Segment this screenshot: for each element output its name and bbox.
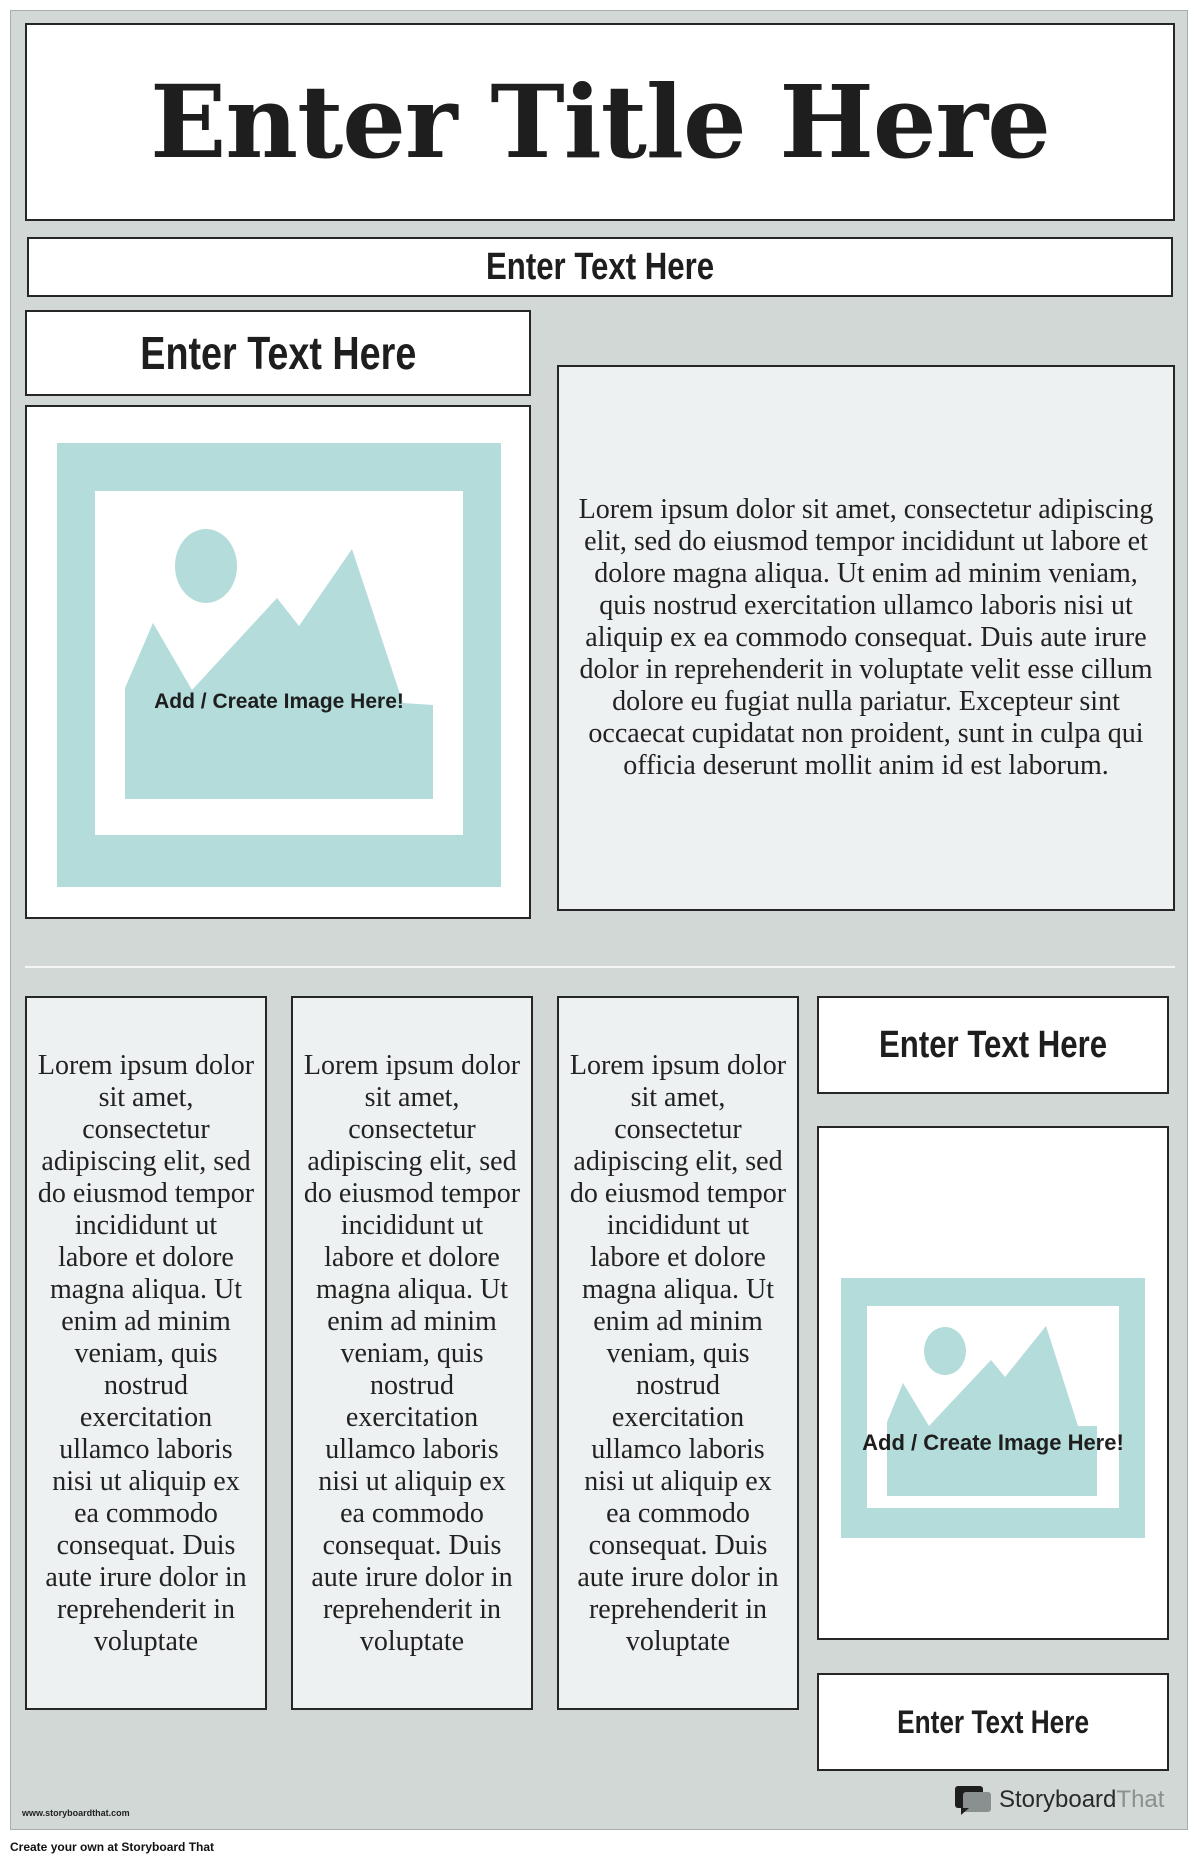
storyboardthat-logo[interactable] [953, 1784, 1164, 1816]
image-placeholder-label-2: Add / Create Image Here! [862, 1430, 1124, 1455]
subtitle-text: Enter Text Here [485, 245, 715, 288]
image-placeholder-label: Add / Create Image Here! [154, 690, 404, 713]
right-image-box[interactable] [817, 1126, 1169, 1640]
brand-name-bold: Storyboard [999, 1786, 1117, 1813]
right-heading-bottom-text: Enter Text Here [896, 1703, 1090, 1740]
main-paragraph: Lorem ipsum dolor sit amet, consectetur adipiscing elit, sed do eiusmod tempor incididunt ut labore et dolore magna aliqua. Ut enim ad minim veniam, quis nostrud exercitation ullamco laboris nisi ut aliquip ex ea commodo consequat. Duis aute irure dolor in reprehenderit in voluptate velit esse cillum dolore eu fugiat nulla pariatur. Excepteur sint occaecat cupidatat non proident, sunt in culpa qui officia deserunt mollit anim id est laborum. [578, 494, 1154, 781]
section-divider [25, 966, 1175, 968]
footer-url[interactable]: www.storyboardthat.com [22, 1808, 130, 1818]
speech-bubble-icon [953, 1784, 993, 1816]
title-box[interactable] [25, 23, 1175, 221]
text-column-2[interactable] [291, 996, 533, 1710]
left-heading-box[interactable] [25, 310, 531, 396]
left-heading-text: Enter Text Here [139, 327, 417, 379]
poster-sheet [10, 10, 1188, 1830]
right-heading-bottom-box[interactable] [817, 1673, 1169, 1771]
left-image-box[interactable] [25, 405, 531, 919]
image-placeholder-2[interactable] [841, 1278, 1145, 1538]
text-column-1[interactable] [25, 996, 267, 1710]
image-placeholder[interactable] [57, 443, 501, 887]
mountain-image-icon [57, 443, 501, 887]
right-heading-top-text: Enter Text Here [878, 1023, 1108, 1066]
mountain-image-icon-2 [841, 1278, 1145, 1538]
brand-name-thin: That [1116, 1786, 1165, 1813]
create-credit-link[interactable]: Create your own at Storyboard That [10, 1840, 215, 1854]
right-heading-top-box[interactable] [817, 996, 1169, 1094]
main-text-panel[interactable] [557, 365, 1175, 911]
column-1-text: Lorem ipsum dolor sit amet, consectetur adipiscing elit, sed do eiusmod tempor incididunt ut labore et dolore magna aliqua. Ut enim ad minim veniam, quis nostrud exercitation ullamco laboris nisi ut aliquip ex ea commodo consequat. Duis aute irure dolor in reprehenderit in voluptate [37, 1050, 255, 1657]
column-3-text: Lorem ipsum dolor sit amet, consectetur adipiscing elit, sed do eiusmod tempor incididunt ut labore et dolore magna aliqua. Ut enim ad minim veniam, quis nostrud exercitation ullamco laboris nisi ut aliquip ex ea commodo consequat. Duis aute irure dolor in reprehenderit in voluptate [569, 1050, 787, 1657]
page-title: Enter Title Here [150, 63, 1050, 181]
column-2-text: Lorem ipsum dolor sit amet, consectetur adipiscing elit, sed do eiusmod tempor incididunt ut labore et dolore magna aliqua. Ut enim ad minim veniam, quis nostrud exercitation ullamco laboris nisi ut aliquip ex ea commodo consequat. Duis aute irure dolor in reprehenderit in voluptate [303, 1050, 521, 1657]
brand-name [999, 1786, 1164, 1814]
text-column-3[interactable] [557, 996, 799, 1710]
subtitle-box[interactable] [27, 237, 1173, 297]
